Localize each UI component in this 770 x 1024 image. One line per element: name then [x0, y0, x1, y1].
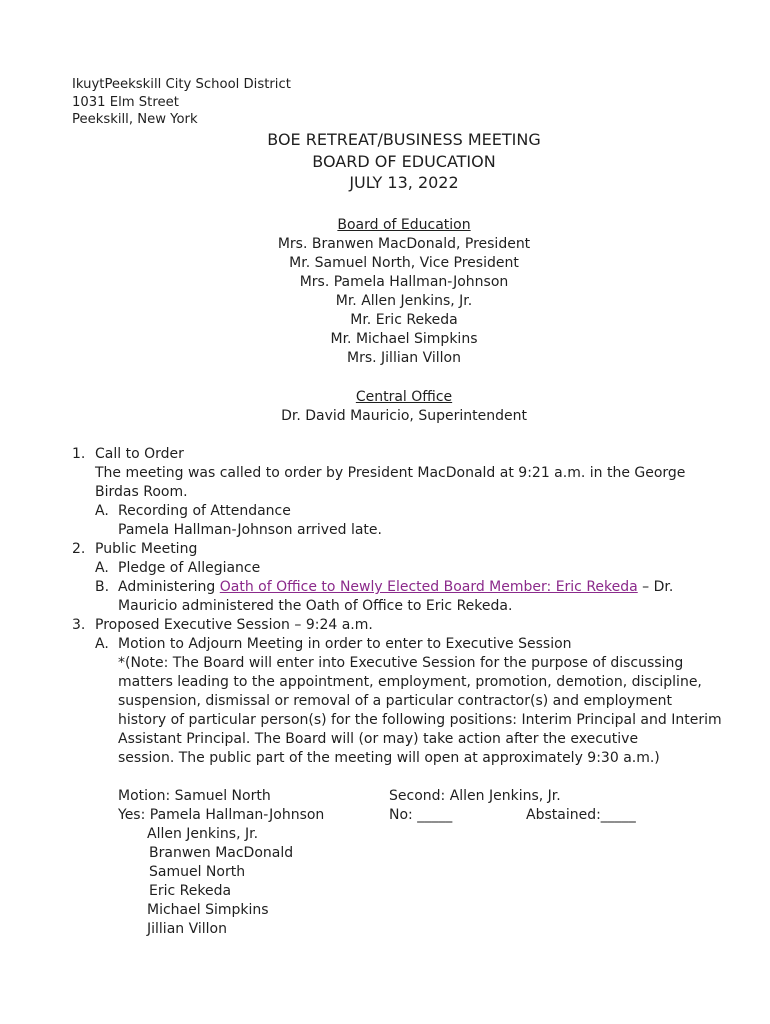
item-2b-letter: B. [95, 579, 110, 595]
vote-yes-name: Jillian Villon [147, 921, 227, 937]
item-2-title: Public Meeting [95, 541, 198, 557]
vote-abstained: Abstained:_____ [526, 807, 636, 823]
title-line-1: BOE RETREAT/BUSINESS MEETING [267, 130, 541, 149]
vote-yes-name: Michael Simpkins [147, 902, 269, 918]
item-3a-title: Motion to Adjourn Meeting in order to enter to Executive Session [118, 636, 572, 652]
board-members-list [0, 216, 770, 368]
address-line-2: 1031 Elm Street [72, 94, 179, 110]
central-office-member: Dr. David Mauricio, Superintendent [281, 408, 527, 424]
district-address [72, 76, 291, 129]
item-1-title: Call to Order [95, 446, 184, 462]
item-2b-prefix: Administering [118, 579, 220, 595]
vote-yes-name: Eric Rekeda [149, 883, 232, 899]
vote-yes: Yes: Pamela Hallman-Johnson [118, 807, 325, 823]
item-2a-letter: A. [95, 560, 109, 576]
vote-yes-name: Allen Jenkins, Jr. [147, 826, 259, 842]
address-line-1: IkuytPeekskill City School District [72, 77, 291, 92]
item-1-text: The meeting was called to order by President MacDonald at 9:21 a.m. in the George [95, 465, 686, 481]
item-1-text: Birdas Room. [95, 484, 188, 500]
meeting-title [0, 129, 770, 194]
board-member: Mr. Michael Simpkins [330, 331, 478, 347]
executive-session-note: session. The public part of the meeting will open at approximately 9:30 a.m.) [118, 750, 660, 766]
title-line-2: BOARD OF EDUCATION [312, 151, 496, 171]
item-2-number: 2. [72, 541, 86, 557]
item-1a-text: Pamela Hallman-Johnson arrived late. [118, 522, 382, 538]
board-member: Mrs. Jillian Villon [347, 350, 461, 366]
central-office [0, 388, 770, 426]
item-1a-letter: A. [95, 503, 109, 519]
item-2a-title: Pledge of Allegiance [118, 560, 261, 576]
vote-yes-name: Branwen MacDonald [149, 845, 294, 861]
board-member: Mrs. Pamela Hallman-Johnson [299, 274, 509, 290]
item-1-number: 1. [72, 446, 86, 462]
executive-session-note: suspension, dismissal or removal of a particular contractor(s) and employment [118, 693, 672, 709]
central-office-heading: Central Office [355, 389, 453, 405]
board-member: Mr. Eric Rekeda [350, 312, 458, 328]
vote-second: Second: Allen Jenkins, Jr. [389, 788, 561, 804]
item-2b-text: Mauricio administered the Oath of Office to Eric Rekeda. [118, 598, 513, 614]
executive-session-note: history of particular person(s) for the following positions: Interim Principal and Interim [118, 712, 722, 728]
board-member: Mr. Samuel North, Vice President [289, 255, 519, 271]
item-3-title: Proposed Executive Session – 9:24 a.m. [95, 617, 373, 633]
item-3a-letter: A. [95, 636, 109, 652]
board-member: Mr. Allen Jenkins, Jr. [335, 293, 473, 309]
executive-session-note: *(Note: The Board will enter into Executive Session for the purpose of discussing [118, 655, 684, 671]
item-3-number: 3. [72, 617, 86, 633]
vote-no: No: _____ [389, 807, 453, 823]
executive-session-note: matters leading to the appointment, employment, promotion, demotion, discipline, [118, 674, 702, 690]
item-1a-title: Recording of Attendance [118, 503, 291, 519]
address-line-3: Peekskill, New York [72, 112, 198, 127]
meeting-date: JULY 13, 2022 [349, 173, 459, 192]
board-heading: Board of Education [337, 217, 471, 233]
board-member: Mrs. Branwen MacDonald, President [277, 236, 531, 252]
executive-session-note: Assistant Principal. The Board will (or may) take action after the executive [118, 731, 639, 747]
item-2b-line [118, 578, 673, 597]
vote-yes-name: Samuel North [149, 864, 246, 880]
oath-of-office-link[interactable]: Oath of Office to Newly Elected Board Member: Eric Rekeda [219, 579, 638, 595]
item-2b-suffix: – Dr. [637, 579, 674, 595]
vote-motion: Motion: Samuel North [118, 788, 271, 804]
